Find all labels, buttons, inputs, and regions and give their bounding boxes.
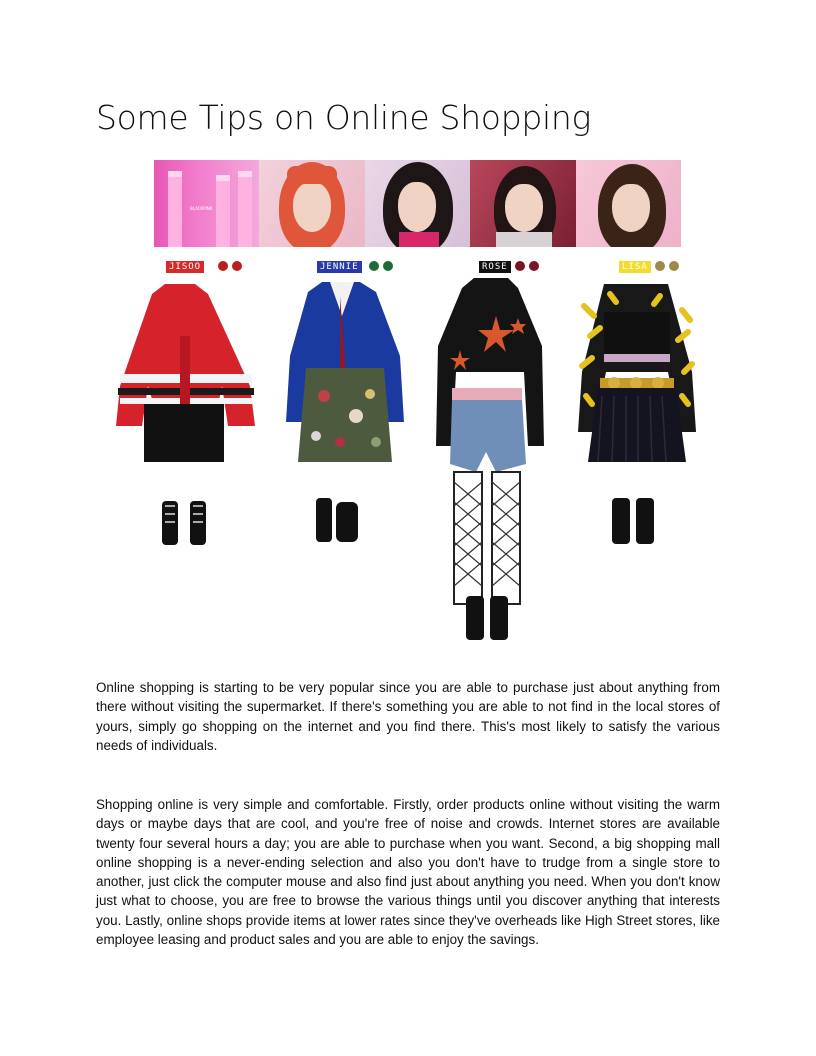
outfit-collage-image <box>110 158 710 650</box>
color-dot-icon <box>383 261 393 271</box>
label-jennie: JENNIE <box>317 261 362 273</box>
color-dot-icon <box>218 261 228 271</box>
banner-panel-portrait <box>259 160 364 247</box>
banner-panel-portrait <box>365 160 470 247</box>
color-dot-icon <box>369 261 379 271</box>
page-title: Some Tips on Online Shopping <box>96 98 591 137</box>
banner-panel-portrait <box>576 160 681 247</box>
banner-caption: BLACKPINK <box>190 206 213 211</box>
label-rose: ROSE <box>479 261 511 273</box>
color-dot-icon <box>515 261 525 271</box>
banner-panel-stage <box>154 160 259 247</box>
outfit-jisoo <box>110 276 260 556</box>
color-dot-icon <box>655 261 665 271</box>
banner-panel-portrait <box>470 160 575 247</box>
outfit-rose <box>434 276 546 652</box>
label-jisoo: JISOO <box>166 261 204 273</box>
paragraph: Shopping online is very simple and comfortable. Firstly, order products online without visiting the warm days or maybe days that are cool, and you're free of noise and crowds. Internet stores are available twenty four several hours a day; you are able to purchase when you want. Second, a big shopping mall online shopping is a never-ending selection and also you don't have to trudge from a single store to another, just click the computer mouse and also find just about anything you need. When you don't know just what to choose, you are free to browse the various things until you discover anything that interests you. Lastly, online shops provide items at lower rates since they've overheads like High Street stores, like employee leasing and product sales and you are able to enjoy the savings. <box>96 797 720 948</box>
group-photo-banner <box>154 160 681 247</box>
color-dot-icon <box>529 261 539 271</box>
paragraph: Online shopping is starting to be very popular since you are able to purchase just about anything from there without visiting the supermarket. If there's something you are able to not find in the local stores of yours, simply go shopping on the internet and you find there. This's most likely to satisfy the various needs of individuals. <box>96 680 720 753</box>
outfit-lisa <box>570 276 704 556</box>
outfit-jennie <box>280 276 420 556</box>
label-lisa: LISA <box>619 261 651 273</box>
color-dot-icon <box>232 261 242 271</box>
color-dot-icon <box>669 261 679 271</box>
